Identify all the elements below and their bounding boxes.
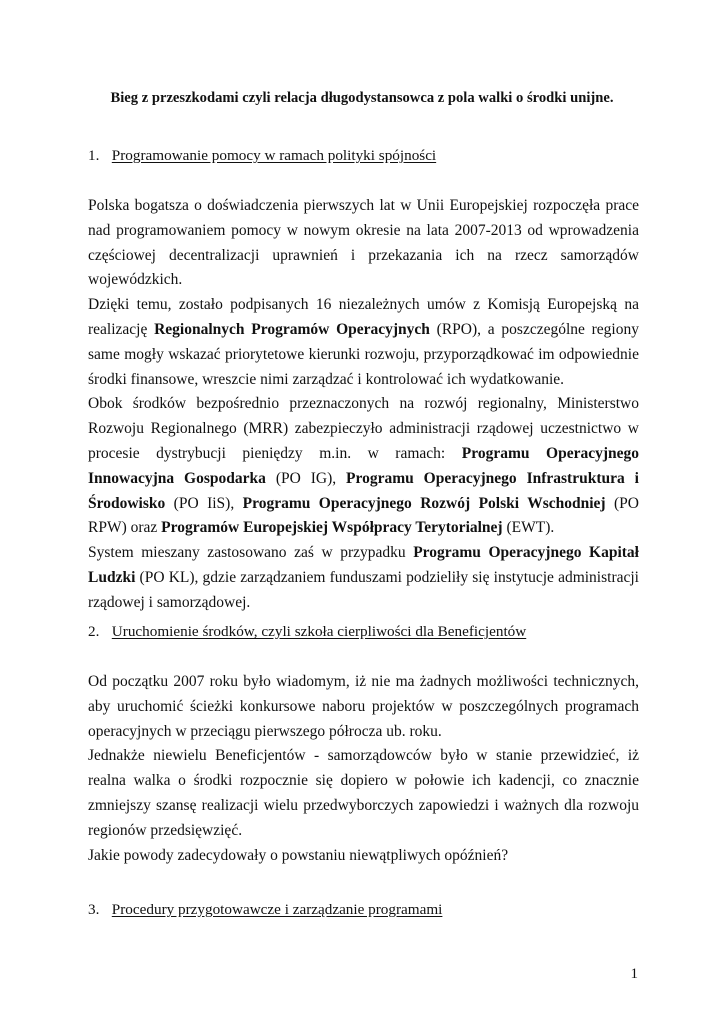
- section-1-paragraph-2: [88, 293, 639, 392]
- text-run: Obok środków bezpośrednio przeznaczonych na rozwój regionalny, Ministerstwo Rozwoju Regionalnego (MRR) zabezpieczyło administracji rządowej uczestnictwo w procesie dystrybucji pieniędzy m.in. w ramach:: [88, 395, 639, 462]
- section-1-paragraph-3: [88, 392, 639, 541]
- text-run: (PO IG),: [265, 469, 347, 487]
- section-2-paragraph-1: Od początku 2007 roku było wiadomym, iż nie ma żadnych możliwości technicznych, aby uruchomić ścieżki konkursowe naboru projektów w poszczególnych programach operacyjnych w przeciągu pierwszego półrocza ub. roku.: [88, 673, 639, 740]
- page-number: 1: [630, 966, 638, 982]
- program-name-rpo: Regionalnych Programów Operacyjnych: [154, 320, 430, 338]
- text-run: System mieszany zastosowano zaś w przypadku: [88, 544, 414, 562]
- section-1-heading: [88, 146, 648, 166]
- section-3-heading-text: Procedury przygotowawcze i zarządzanie programami: [111, 901, 443, 918]
- section-2-paragraph-3: Jakie powody zadecydowały o powstaniu niewątpliwych opóźnień?: [88, 846, 509, 864]
- document-title: Bieg z przeszkodami czyli relacja długodystansowca z pola walki o środki unijne.: [110, 90, 614, 106]
- section-3-number: 3.: [88, 901, 100, 918]
- section-1-heading-text: Programowanie pomocy w ramach polityki spójności: [111, 147, 437, 164]
- text-run: (PO IiS),: [165, 494, 243, 512]
- program-name-po-ig: Programu Operacyjnego Innowacyjna Gospodarka: [88, 444, 639, 487]
- text-run: Dzięki temu, zostało podpisanych 16 niezależnych umów z Komisją Europejską na realizację: [88, 296, 639, 338]
- program-name-po-rpw: Programu Operacyjnego Rozwój Polski Wschodniej: [242, 494, 606, 512]
- program-name-po-iis: Programu Operacyjnego Infrastruktura i Środowisko: [88, 469, 639, 512]
- section-1-paragraph-4: [88, 541, 639, 615]
- text-run: (PO RPW) oraz: [88, 494, 639, 537]
- section-2-paragraph-2: Jednakże niewielu Beneficjentów - samorządowców było w stanie przewidzieć, iż realna walka o środki rozpocznie się dopiero w połowie ich kadencji, co znacznie zmniejszy szansę realizacji wielu przedwyborczych zapowiedzi i ważnych dla rozwoju regionów przedsięwzięć.: [88, 747, 639, 839]
- section-1-number: 1.: [88, 147, 100, 164]
- program-name-ewt: Programów Europejskiej Współpracy Terytorialnej: [161, 519, 503, 537]
- text-run: (PO KL), gdzie zarządzaniem funduszami podzieliły się instytucje administracji rządowej i samorządowej.: [88, 568, 639, 611]
- text-run: (EWT).: [502, 519, 555, 537]
- section-1-body: [88, 194, 639, 616]
- section-3-heading: [88, 900, 648, 920]
- section-2-heading: [88, 622, 648, 642]
- text-run: (RPO), a poszczególne regiony same mogły wskazać priorytetowe kierunki rozwoju, przyporządkować im odpowiednie środki finansowe, wreszcie nimi zarządzać i kontrolować ich wydatkowanie.: [88, 320, 639, 388]
- section-2-number: 2.: [88, 623, 100, 640]
- program-name-po-kl: Programu Operacyjnego Kapitał Ludzki: [88, 544, 639, 586]
- section-2-body: [88, 670, 639, 868]
- section-1-paragraph-1: Polska bogatsza o doświadczenia pierwszych lat w Unii Europejskiej rozpoczęła prace nad programowaniem pomocy w nowym okresie na lata 2007-2013 od wprowadzenia częściowej decentralizacji uprawnień i przekazania ich na rzecz samorządów wojewódzkich.: [88, 197, 639, 289]
- section-2-heading-text: Uruchomienie środków, czyli szkoła cierpliwości dla Beneficjentów: [111, 623, 527, 640]
